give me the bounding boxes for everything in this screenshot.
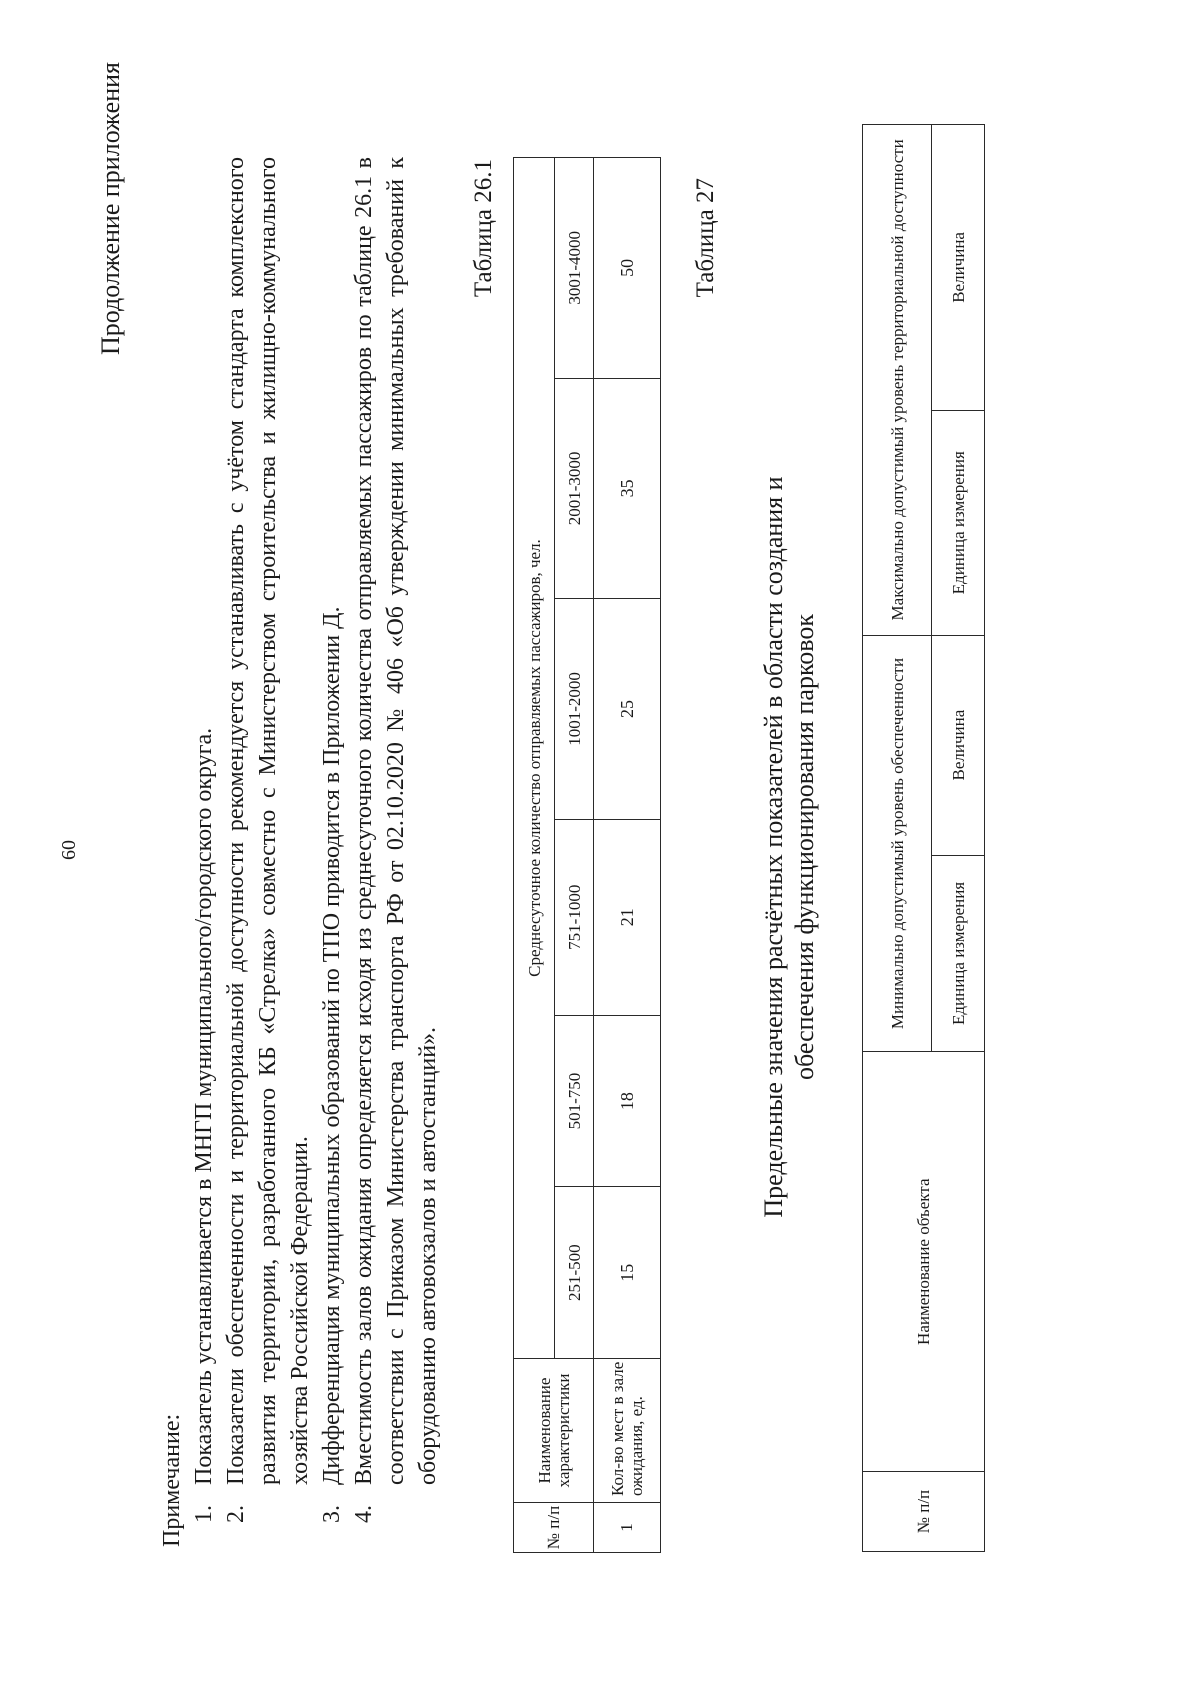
- row-name-cell: Кол-во мест в зале ожидания, ед.: [594, 1359, 661, 1503]
- header-cell-name: Наименование характеристики: [514, 1359, 594, 1503]
- note-text: Вместимость залов ожидания определяется исходя из среднесуточного количества отправляемых пассажиров по таблице 26.1 в соответствии с Приказом Министерства транспорта РФ от 02.10.2020 № 406 «Об утверждении минимальных требований к оборудованию автовокзалов и автостанций».: [351, 157, 441, 1485]
- header-cell-value: Величина: [932, 125, 985, 411]
- page-number: 60: [58, 840, 80, 860]
- table-26-1: [513, 157, 661, 1553]
- table-header-row: [514, 158, 555, 1553]
- value-cell: 15: [594, 1187, 661, 1359]
- value-cell: 18: [594, 1015, 661, 1187]
- row-number-cell: 1: [594, 1503, 661, 1553]
- header-cell-number: № п/п: [514, 1503, 594, 1553]
- header-cell-range: 251-500: [555, 1187, 594, 1359]
- table-27-title: [758, 347, 820, 1347]
- notes-section: [156, 157, 444, 1547]
- header-cell-range: 2001-3000: [555, 378, 594, 599]
- table-27-caption: Таблица 27: [692, 178, 719, 298]
- table-27: [862, 124, 985, 1552]
- header-cell-value: Величина: [932, 635, 985, 855]
- note-number: 4.: [351, 1505, 377, 1523]
- note-item: [220, 157, 316, 1547]
- header-cell-min-level: Минимально допустимый уровень обеспеченности: [863, 635, 932, 1052]
- note-text: Показатель устанавливается в МНГП муниципального/городского округа.: [191, 727, 217, 1485]
- value-cell: 35: [594, 378, 661, 599]
- note-text: Дифференциация муниципальных образований по ТПО приводится в Приложении Д.: [319, 606, 345, 1485]
- note-number: 3.: [319, 1505, 345, 1523]
- note-number: 1.: [191, 1505, 217, 1523]
- value-cell: 50: [594, 158, 661, 379]
- note-number: 2.: [223, 1505, 249, 1523]
- header-cell-unit: Единица измерения: [932, 855, 985, 1052]
- note-item: [188, 157, 220, 1547]
- table-27-title-line: обеспечения функционирования парковок: [790, 614, 819, 1080]
- notes-title: Примечание:: [159, 1413, 185, 1547]
- header-cell-number: № п/п: [863, 1472, 985, 1552]
- note-item: [348, 157, 444, 1547]
- table-header-row: [863, 125, 932, 1552]
- continuation-header: Продолжение приложения: [96, 62, 125, 356]
- notes-list: [188, 157, 444, 1547]
- header-cell-unit: Единица измерения: [932, 410, 985, 635]
- header-cell-object-name: Наименование объекта: [863, 1052, 985, 1472]
- value-cell: 21: [594, 819, 661, 1015]
- header-cell-range: 1001-2000: [555, 599, 594, 820]
- header-cell-range: 751-1000: [555, 819, 594, 1015]
- header-cell-max-level: Максимально допустимый уровень территориальной доступности: [863, 125, 932, 636]
- value-cell: 25: [594, 599, 661, 820]
- header-cell-passengers-group: Среднесуточное количество отправляемых пассажиров, чел.: [514, 158, 555, 1359]
- table-26-1-caption: Таблица 26.1: [470, 159, 497, 298]
- table-subheader-row: [555, 158, 594, 1553]
- table-row: [594, 158, 661, 1553]
- header-cell-range: 501-750: [555, 1015, 594, 1187]
- note-text: Показатели обеспеченности и территориальной доступности рекомендуется устанавливать с учётом стандарта комплексного развития территории, разработанного КБ «Стрелка» совместно с Министерством строительства и жилищно-коммунального хозяйства Российской Федерации.: [223, 157, 313, 1485]
- header-cell-range: 3001-4000: [555, 158, 594, 379]
- table-27-title-line: Предельные значения расчётных показателей в области создания и: [759, 476, 788, 1218]
- note-item: [316, 157, 348, 1547]
